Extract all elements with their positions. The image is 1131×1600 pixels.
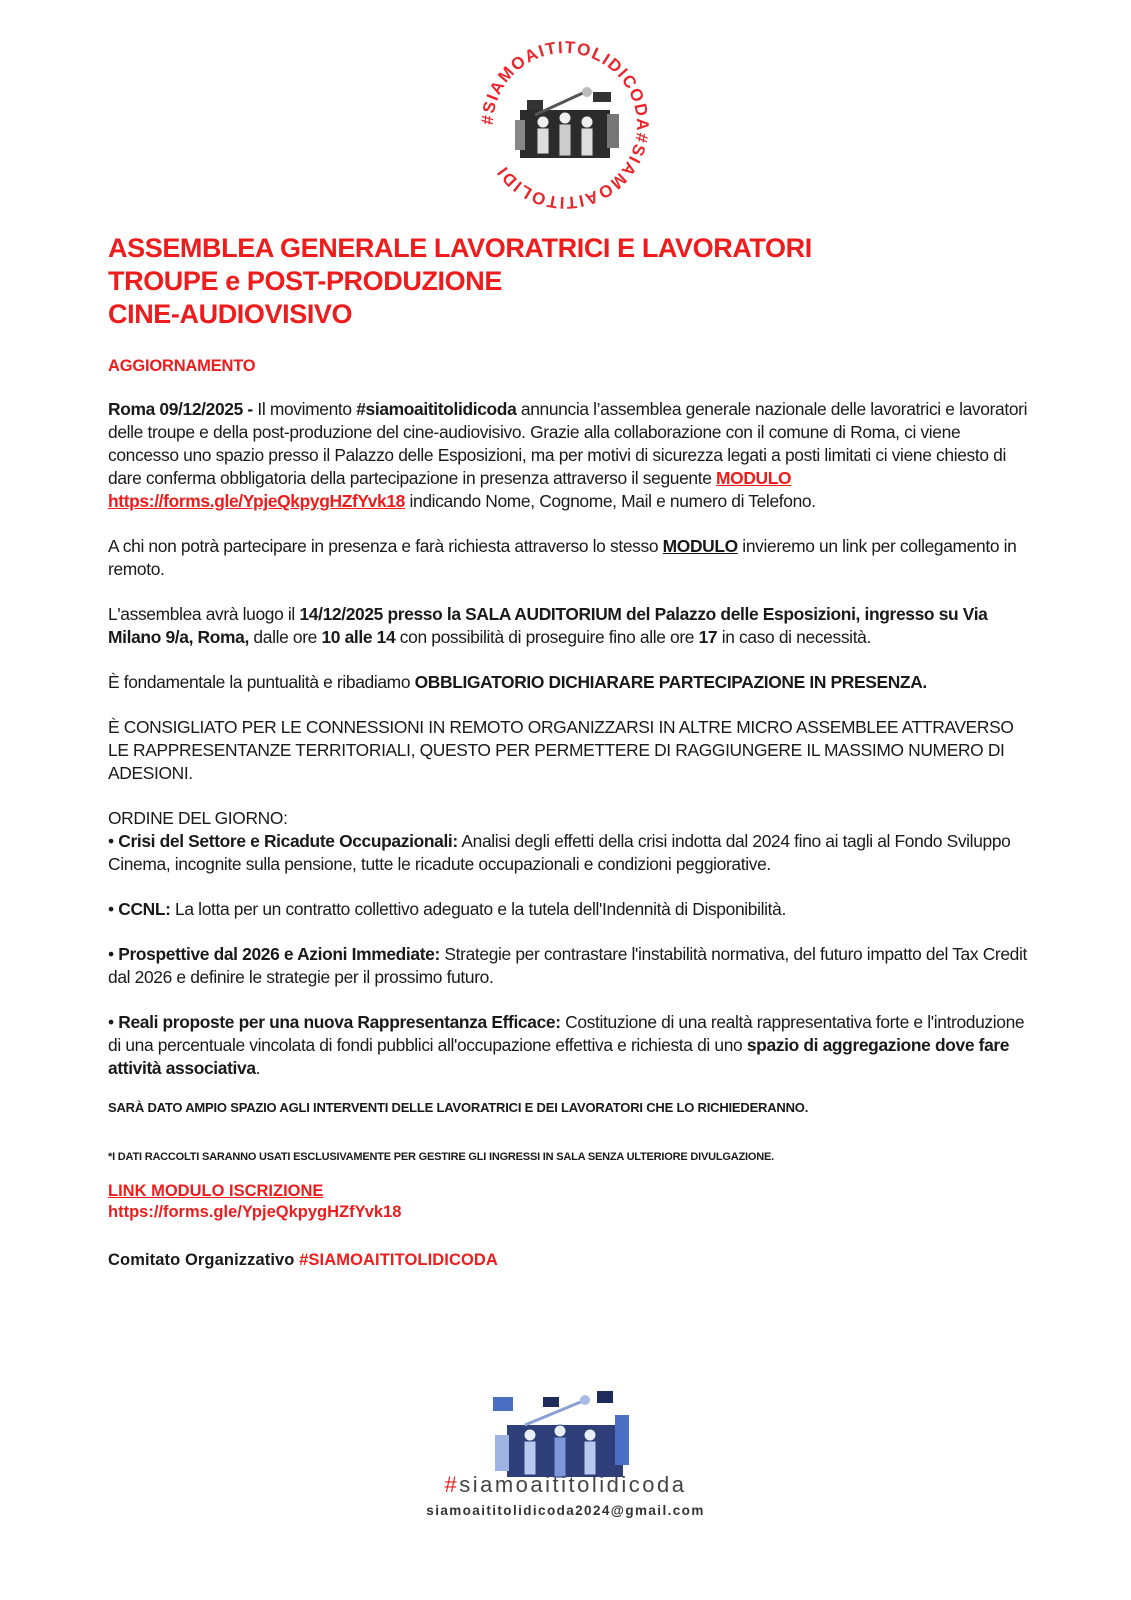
venue-text: con possibilità di proseguire fino alle ore [395, 627, 699, 647]
agenda-item-text: Costituzione di una realtà rappresentativa forte e l'introduzione di una percentuale vincolata di fondi pubblici all'occupazione effettiva e richiesta di uno [108, 1012, 1025, 1055]
bullet: • [108, 1012, 119, 1032]
venue-location: 14/12/2025 presso la SALA AUDITORIUM del Palazzo delle Esposizioni, ingresso su Via Milano 9/a, Roma, [108, 604, 988, 647]
agenda-heading: ORDINE DEL GIORNO: [108, 808, 288, 828]
venue-end-hour: 17 [698, 627, 718, 647]
intro-text: Il movimento [252, 399, 357, 419]
interventions-note: SARÀ DATO AMPIO SPAZIO AGLI INTERVENTI DELLE LAVORATRICI E DEI LAVORATORI CHE LO RICHIEDERANNO. [108, 1100, 809, 1115]
title-line: ASSEMBLEA GENERALE LAVORATRICI E LAVORATORI [108, 233, 812, 263]
committee-tag: #SIAMOAITITOLIDICODA [299, 1251, 498, 1269]
venue-text: L'assemblea avrà luogo il [108, 604, 300, 624]
agenda-item-title: Crisi del Settore e Ricadute Occupazionali: [118, 831, 458, 851]
agenda-item [108, 898, 1028, 921]
agenda-item-text: La lotta per un contratto collettivo adeguato e la tutela dell'Indennità di Disponibilità. [170, 899, 786, 919]
hash-symbol: # [444, 1472, 460, 1497]
logo-top [475, 40, 655, 210]
agenda-item-emphasis: spazio di aggregazione dove fare attività associativa [108, 1035, 1010, 1078]
logo-bottom [485, 1385, 645, 1485]
form-url-link[interactable]: https://forms.gle/YpjeQkpygHZfYvk18 [108, 491, 405, 511]
title-line: CINE-AUDIOVISIVO [108, 299, 353, 329]
agenda-item-text: Analisi degli effetti della crisi indotta dal 2024 fino ai tagli al Fondo Sviluppo Cinema, incognite sulla pensione, tutte le ricadute occupazionali e condizioni peggiorative. [108, 831, 1011, 874]
document-title [108, 232, 1028, 331]
hashtag: #siamoaititolidicoda [356, 399, 517, 419]
registration-link-label[interactable]: LINK MODULO ISCRIZIONE [108, 1182, 324, 1200]
venue-hours: 10 alle 14 [321, 627, 396, 647]
committee-signature [108, 1251, 1028, 1270]
intro-paragraph [108, 398, 1028, 513]
modulo-link[interactable]: MODULO [716, 468, 792, 488]
crew-illustration-blue-icon [485, 1385, 645, 1485]
bullet: • [108, 944, 119, 964]
footer-tag-text: siamoaititolidicoda [459, 1472, 687, 1497]
venue-text: in caso di necessità. [717, 627, 871, 647]
agenda-item [108, 1011, 1028, 1080]
agenda-item [108, 943, 1028, 989]
document-body [108, 232, 1028, 1270]
venue-text: dalle ore [248, 627, 322, 647]
agenda-item-title: CCNL: [118, 899, 171, 919]
venue-paragraph [108, 603, 1028, 649]
update-label: AGGIORNAMENTO [108, 357, 256, 375]
footer-email[interactable]: siamoaititolidicoda2024@gmail.com [426, 1503, 705, 1518]
title-line: TROUPE e POST-PRODUZIONE [108, 266, 502, 296]
agenda-item-title: Prospettive dal 2026 e Azioni Immediate: [118, 944, 440, 964]
modulo-reference: MODULO [662, 536, 738, 556]
registration-block [108, 1181, 1028, 1223]
privacy-note: *I DATI RACCOLTI SARANNO USATI ESCLUSIVAMENTE PER GESTIRE GLI INGRESSI IN SALA SENZA ULTERIORE DIVULGAZIONE. [108, 1151, 774, 1163]
crew-illustration-icon [475, 40, 655, 210]
punctuality-paragraph [108, 671, 1028, 694]
logo-ring-text: #SIAMOAITITOLIDICODA#SIAMOAITITOLIDI [477, 40, 653, 210]
agenda-item-title: Reali proposte per una nuova Rappresentanza Efficace: [118, 1012, 561, 1032]
committee-label: Comitato Organizzativo [108, 1251, 300, 1269]
remote-paragraph [108, 535, 1028, 581]
place-date: Roma 09/12/2025 - [108, 399, 253, 419]
advice-paragraph: È CONSIGLIATO PER LE CONNESSIONI IN REMOTO ORGANIZZARSI IN ALTRE MICRO ASSEMBLEE ATTRAVERSO LE RAPPRESENTANZE TERRITORIALI, QUESTO PER PERMETTERE DI RAGGIUNGERE IL MASSIMO NUMERO DI ADESIONI. [108, 717, 1014, 783]
punctuality-text: È fondamentale la puntualità e ribadiamo [108, 672, 415, 692]
registration-url[interactable]: https://forms.gle/YpjeQkpygHZfYvk18 [108, 1203, 402, 1221]
bullet: • [108, 899, 119, 919]
agenda-item-text: Strategie per contrastare l'instabilità normativa, del futuro impatto del Tax Credit dal 2026 e definire le strategie per il prossimo futuro. [108, 944, 1027, 987]
intro-text: indicando Nome, Cognome, Mail e numero di Telefono. [405, 491, 816, 511]
remote-text: A chi non potrà partecipare in presenza e farà richiesta attraverso lo stesso [108, 536, 663, 556]
agenda-item-text: . [255, 1058, 261, 1078]
mandatory-notice: OBBLIGATORIO DICHIARARE PARTECIPAZIONE IN PRESENZA. [414, 672, 927, 692]
intro-text: annuncia l’assemblea generale nazionale delle lavoratrici e lavoratori delle troupe e della post-produzione del cine-audiovisivo. Grazie alla collaborazione con il comune di Roma, ci viene concesso uno spazio presso il Palazzo delle Esposizioni, ma per motivi di sicurezza legati a posti limitati ci viene chiesto di dare conferma obbligatoria della partecipazione in presenza attraverso il seguente [108, 399, 1028, 488]
agenda-item [108, 830, 1028, 876]
bullet: • [108, 831, 119, 851]
remote-text: invieremo un link per collegamento in remoto. [108, 536, 1017, 579]
footer-hashtag [0, 1472, 1131, 1498]
